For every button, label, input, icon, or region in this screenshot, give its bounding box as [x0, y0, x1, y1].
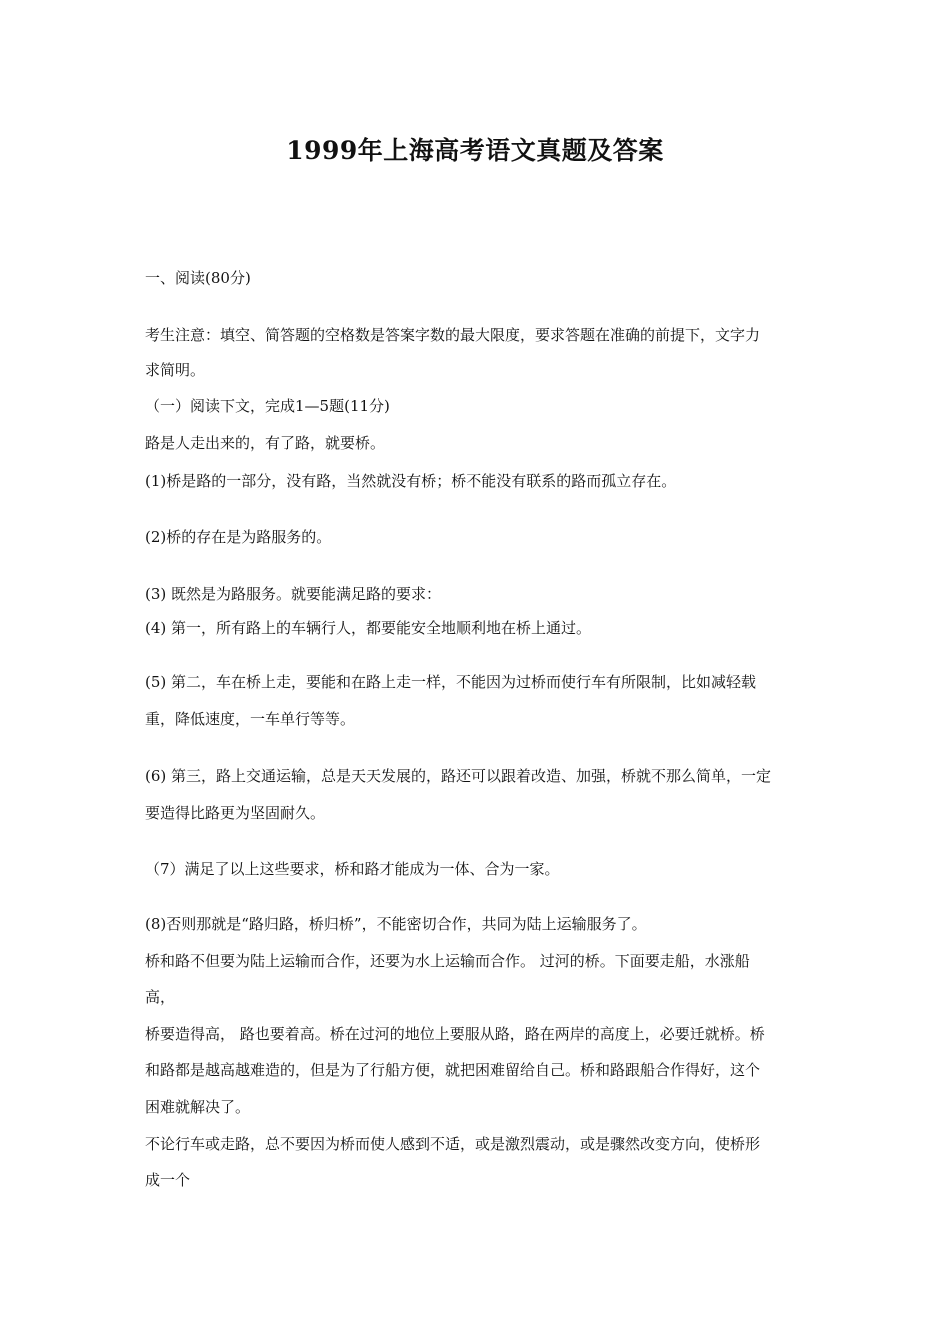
paragraph-line: (6) 第三，路上交通运输，总是天天发展的，路还可以跟着改造、加强，桥就不那么简单，一定	[145, 767, 772, 785]
section-heading: 一、阅读(80分)	[145, 269, 251, 287]
paragraph-line: 不论行车或走路，总不要因为桥而使人感到不适，或是激烈震动，或是骤然改变方向，使桥形	[145, 1135, 761, 1153]
paragraph-line: (1)桥是路的一部分，没有路，当然就没有桥；桥不能没有联系的路而孤立存在。	[145, 472, 677, 490]
paragraph-line: 重，降低速度，一车单行等等。	[145, 710, 356, 728]
paragraph-line: (8)否则那就是“路归路，桥归桥”，不能密切合作，共同为陆上运输服务了。	[145, 915, 647, 933]
paragraph-line: 路是人走出来的，有了路，就要桥。	[145, 434, 386, 452]
document-title: 1999年上海高考语文真题及答案	[286, 136, 664, 165]
paragraph-line: 考生注意：填空、简答题的空格数是答案字数的最大限度，要求答题在准确的前提下，文字力	[145, 326, 761, 344]
paragraph-line: 高，	[145, 988, 176, 1006]
paragraph-line: 困难就解决了。	[145, 1098, 251, 1116]
paragraph-line: （一）阅读下文，完成1—5题(11分)	[145, 397, 390, 415]
paragraph-line: (4) 第一，所有路上的车辆行人，都要能安全地顺利地在桥上通过。	[145, 619, 592, 637]
paragraph-line: (5) 第二，车在桥上走，要能和在路上走一样，不能因为过桥而使行车有所限制，比如减轻载	[145, 673, 757, 691]
paragraph-line: 成一个	[145, 1171, 191, 1189]
paragraph-line: 桥和路不但要为陆上运输而合作，还要为水上运输而合作。 过河的桥。下面要走船，水涨船	[145, 952, 750, 970]
paragraph-line: 要造得比路更为坚固耐久。	[145, 804, 326, 822]
paragraph-line: 和路都是越高越难造的，但是为了行船方便，就把困难留给自己。桥和路跟船合作得好，这个	[145, 1061, 761, 1079]
paragraph-line: 求简明。	[145, 361, 206, 379]
paragraph-line: （7）满足了以上这些要求，桥和路才能成为一体、合为一家。	[145, 860, 560, 878]
paragraph-line: (2)桥的存在是为路服务的。	[145, 528, 332, 546]
paragraph-line: 桥要造得高， 路也要着高。桥在过河的地位上要服从路，路在两岸的高度上，必要迁就桥。桥	[145, 1025, 765, 1043]
paragraph-line: (3) 既然是为路服务。就要能满足路的要求：	[145, 585, 442, 603]
